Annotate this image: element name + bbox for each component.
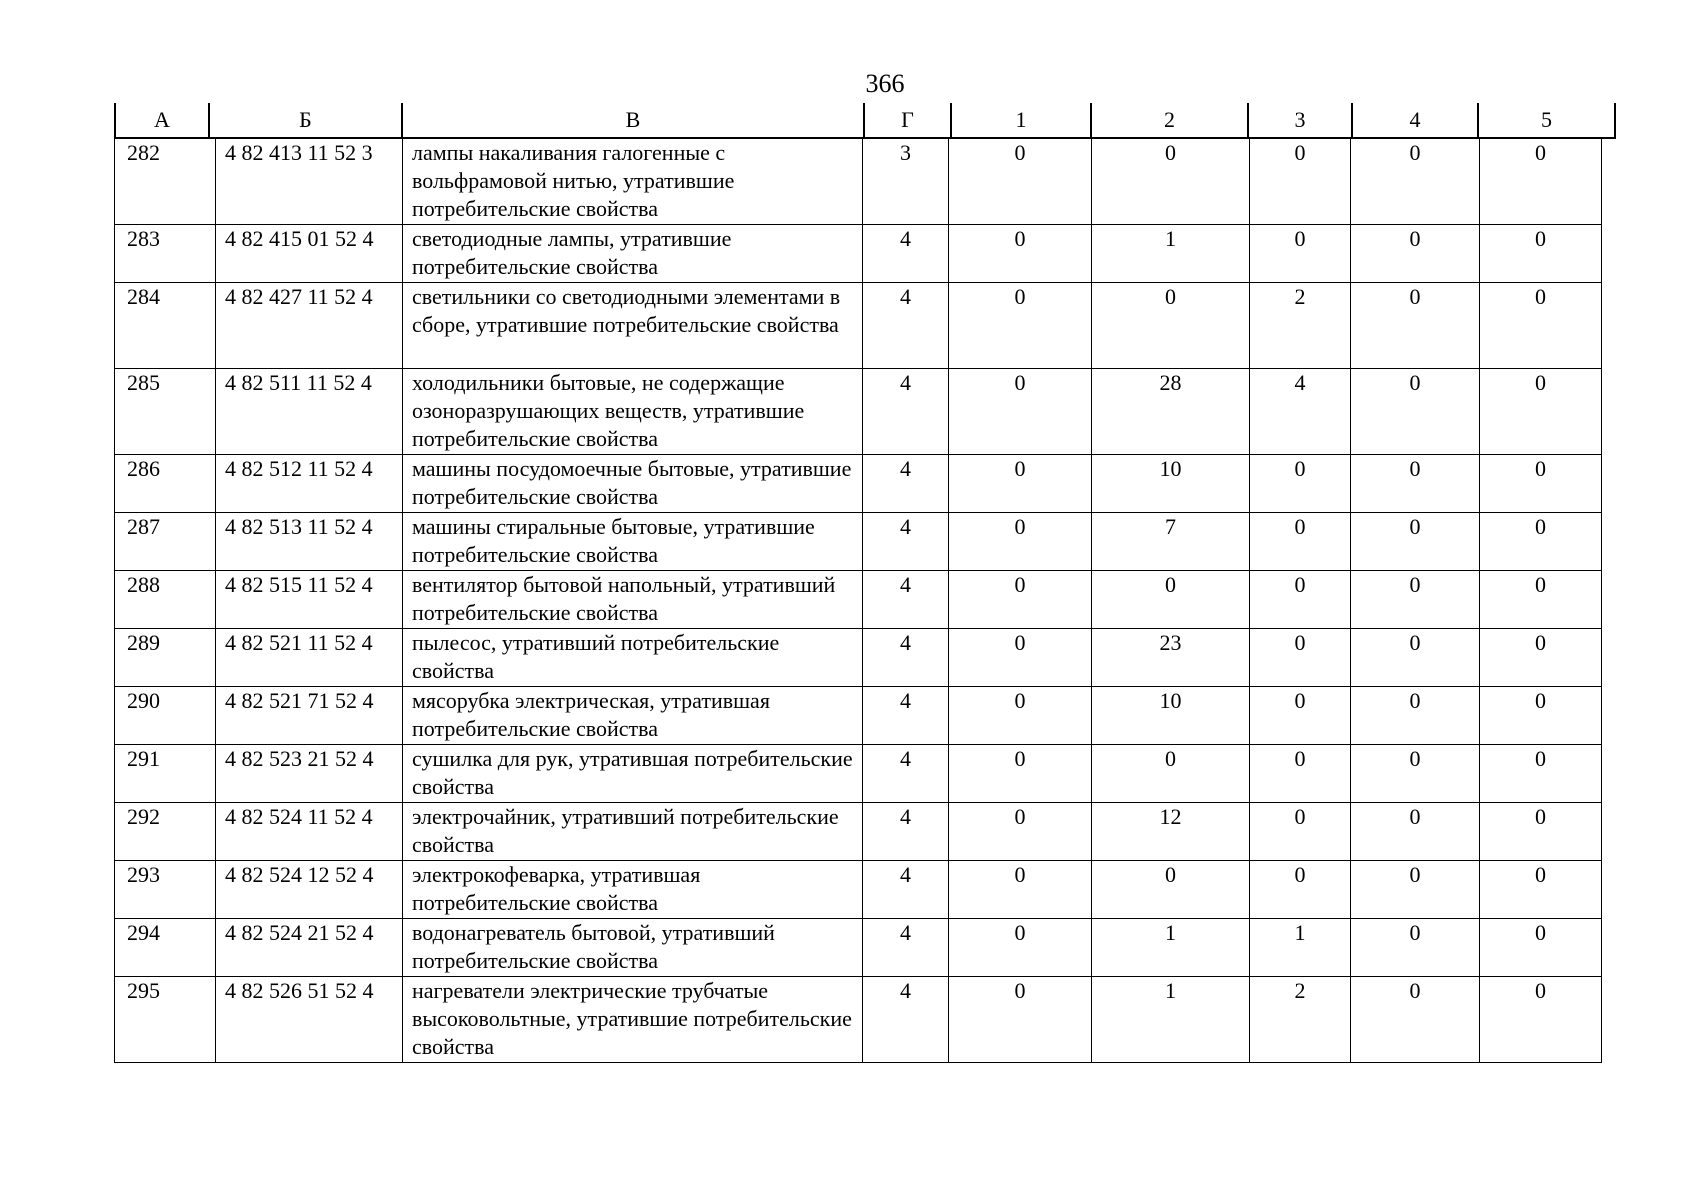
value-col-3: 0 (1250, 803, 1351, 861)
value-col-1: 0 (949, 571, 1092, 629)
column-header: 5 (1478, 103, 1615, 138)
waste-name: водонагреватель бытовой, утративший потребительские свойства (403, 919, 863, 977)
value-col-3: 0 (1250, 139, 1351, 225)
column-header-table (114, 103, 1616, 139)
hazard-class: 4 (863, 687, 949, 745)
table-row (115, 513, 1602, 571)
value-col-1: 0 (949, 919, 1092, 977)
waste-name: машины стиральные бытовые, утратившие потребительские свойства (403, 513, 863, 571)
value-col-5: 0 (1480, 571, 1602, 629)
value-col-5: 0 (1480, 455, 1602, 513)
value-col-3: 0 (1250, 745, 1351, 803)
row-number: 285 (115, 369, 216, 455)
value-col-4: 0 (1351, 283, 1480, 369)
waste-name: сушилка для рук, утратившая потребительские свойства (403, 745, 863, 803)
waste-name: машины посудомоечные бытовые, утратившие потребительские свойства (403, 455, 863, 513)
value-col-5: 0 (1480, 369, 1602, 455)
waste-code: 4 82 526 51 52 4 (216, 977, 403, 1063)
waste-name: лампы накаливания галогенные с вольфрамовой нитью, утратившие потребительские свойства (403, 139, 863, 225)
value-col-1: 0 (949, 369, 1092, 455)
value-col-2: 10 (1092, 455, 1250, 513)
hazard-class: 4 (863, 977, 949, 1063)
column-header: 4 (1352, 103, 1478, 138)
value-col-4: 0 (1351, 977, 1480, 1063)
value-col-5: 0 (1480, 225, 1602, 283)
value-col-1: 0 (949, 977, 1092, 1063)
value-col-2: 0 (1092, 861, 1250, 919)
value-col-3: 2 (1250, 977, 1351, 1063)
waste-code: 4 82 427 11 52 4 (216, 283, 403, 369)
waste-name: электрочайник, утративший потребительские свойства (403, 803, 863, 861)
value-col-1: 0 (949, 687, 1092, 745)
value-col-2: 1 (1092, 919, 1250, 977)
row-number: 282 (115, 139, 216, 225)
value-col-4: 0 (1351, 139, 1480, 225)
value-col-4: 0 (1351, 861, 1480, 919)
waste-code: 4 82 521 71 52 4 (216, 687, 403, 745)
waste-code: 4 82 513 11 52 4 (216, 513, 403, 571)
value-col-1: 0 (949, 283, 1092, 369)
waste-code: 4 82 524 21 52 4 (216, 919, 403, 977)
hazard-class: 4 (863, 283, 949, 369)
value-col-3: 2 (1250, 283, 1351, 369)
table-row (115, 687, 1602, 745)
row-number: 291 (115, 745, 216, 803)
column-header: В (402, 103, 864, 138)
value-col-3: 0 (1250, 629, 1351, 687)
column-header: А (115, 103, 209, 138)
value-col-4: 0 (1351, 803, 1480, 861)
hazard-class: 4 (863, 803, 949, 861)
waste-name: светодиодные лампы, утратившие потребительские свойства (403, 225, 863, 283)
value-col-1: 0 (949, 803, 1092, 861)
hazard-class: 4 (863, 369, 949, 455)
table-row (115, 571, 1602, 629)
hazard-class: 4 (863, 861, 949, 919)
waste-code: 4 82 512 11 52 4 (216, 455, 403, 513)
waste-name: вентилятор бытовой напольный, утративший потребительские свойства (403, 571, 863, 629)
value-col-4: 0 (1351, 455, 1480, 513)
table-row (115, 861, 1602, 919)
column-header-row (115, 103, 1615, 138)
hazard-class: 4 (863, 919, 949, 977)
waste-code: 4 82 521 11 52 4 (216, 629, 403, 687)
value-col-2: 1 (1092, 225, 1250, 283)
waste-code: 4 82 523 21 52 4 (216, 745, 403, 803)
table-row (115, 977, 1602, 1063)
row-number: 288 (115, 571, 216, 629)
waste-name: нагреватели электрические трубчатые высоковольтные, утратившие потребительские свойства (403, 977, 863, 1063)
value-col-4: 0 (1351, 513, 1480, 571)
row-number: 294 (115, 919, 216, 977)
value-col-5: 0 (1480, 139, 1602, 225)
row-number: 293 (115, 861, 216, 919)
table-row (115, 283, 1602, 369)
row-number: 287 (115, 513, 216, 571)
value-col-1: 0 (949, 225, 1092, 283)
waste-name: холодильники бытовые, не содержащие озоноразрушающих веществ, утратившие потребительские свойства (403, 369, 863, 455)
waste-table (114, 138, 1602, 1063)
value-col-3: 0 (1250, 861, 1351, 919)
hazard-class: 4 (863, 513, 949, 571)
value-col-1: 0 (949, 745, 1092, 803)
waste-code: 4 82 413 11 52 3 (216, 139, 403, 225)
hazard-class: 4 (863, 629, 949, 687)
value-col-4: 0 (1351, 369, 1480, 455)
value-col-2: 0 (1092, 139, 1250, 225)
value-col-3: 0 (1250, 225, 1351, 283)
value-col-5: 0 (1480, 687, 1602, 745)
value-col-3: 0 (1250, 687, 1351, 745)
value-col-2: 1 (1092, 977, 1250, 1063)
value-col-1: 0 (949, 629, 1092, 687)
value-col-1: 0 (949, 455, 1092, 513)
value-col-5: 0 (1480, 283, 1602, 369)
row-number: 290 (115, 687, 216, 745)
value-col-2: 0 (1092, 745, 1250, 803)
column-header: 2 (1091, 103, 1248, 138)
value-col-3: 0 (1250, 571, 1351, 629)
row-number: 284 (115, 283, 216, 369)
table-row (115, 225, 1602, 283)
value-col-2: 0 (1092, 571, 1250, 629)
value-col-2: 12 (1092, 803, 1250, 861)
waste-code: 4 82 524 11 52 4 (216, 803, 403, 861)
value-col-2: 23 (1092, 629, 1250, 687)
value-col-4: 0 (1351, 629, 1480, 687)
table-row (115, 745, 1602, 803)
hazard-class: 4 (863, 571, 949, 629)
value-col-5: 0 (1480, 745, 1602, 803)
value-col-5: 0 (1480, 861, 1602, 919)
waste-code: 4 82 511 11 52 4 (216, 369, 403, 455)
hazard-class: 3 (863, 139, 949, 225)
row-number: 292 (115, 803, 216, 861)
table-row (115, 919, 1602, 977)
value-col-4: 0 (1351, 745, 1480, 803)
value-col-2: 10 (1092, 687, 1250, 745)
waste-name: электрокофеварка, утратившая потребительские свойства (403, 861, 863, 919)
waste-code: 4 82 515 11 52 4 (216, 571, 403, 629)
value-col-4: 0 (1351, 687, 1480, 745)
hazard-class: 4 (863, 745, 949, 803)
value-col-4: 0 (1351, 919, 1480, 977)
value-col-4: 0 (1351, 571, 1480, 629)
waste-code: 4 82 524 12 52 4 (216, 861, 403, 919)
table-row (115, 139, 1602, 225)
value-col-5: 0 (1480, 513, 1602, 571)
value-col-4: 0 (1351, 225, 1480, 283)
column-header: Б (209, 103, 402, 138)
waste-name: светильники со светодиодными элементами в сборе, утратившие потребительские свойства (403, 283, 863, 369)
value-col-3: 0 (1250, 513, 1351, 571)
column-header: 1 (951, 103, 1091, 138)
column-header: Г (864, 103, 951, 138)
value-col-5: 0 (1480, 629, 1602, 687)
row-number: 289 (115, 629, 216, 687)
row-number: 286 (115, 455, 216, 513)
value-col-5: 0 (1480, 803, 1602, 861)
value-col-2: 7 (1092, 513, 1250, 571)
table-row (115, 369, 1602, 455)
value-col-1: 0 (949, 513, 1092, 571)
value-col-1: 0 (949, 139, 1092, 225)
value-col-3: 0 (1250, 455, 1351, 513)
value-col-2: 28 (1092, 369, 1250, 455)
value-col-1: 0 (949, 861, 1092, 919)
hazard-class: 4 (863, 225, 949, 283)
value-col-5: 0 (1480, 919, 1602, 977)
row-number: 283 (115, 225, 216, 283)
page-number: 366 (865, 69, 905, 98)
table-row (115, 629, 1602, 687)
table-row (115, 803, 1602, 861)
column-header: 3 (1248, 103, 1352, 138)
waste-name: мясорубка электрическая, утратившая потребительские свойства (403, 687, 863, 745)
value-col-3: 4 (1250, 369, 1351, 455)
value-col-5: 0 (1480, 977, 1602, 1063)
waste-name: пылесос, утративший потребительские свойства (403, 629, 863, 687)
table-row (115, 455, 1602, 513)
waste-code: 4 82 415 01 52 4 (216, 225, 403, 283)
value-col-2: 0 (1092, 283, 1250, 369)
hazard-class: 4 (863, 455, 949, 513)
row-number: 295 (115, 977, 216, 1063)
value-col-3: 1 (1250, 919, 1351, 977)
